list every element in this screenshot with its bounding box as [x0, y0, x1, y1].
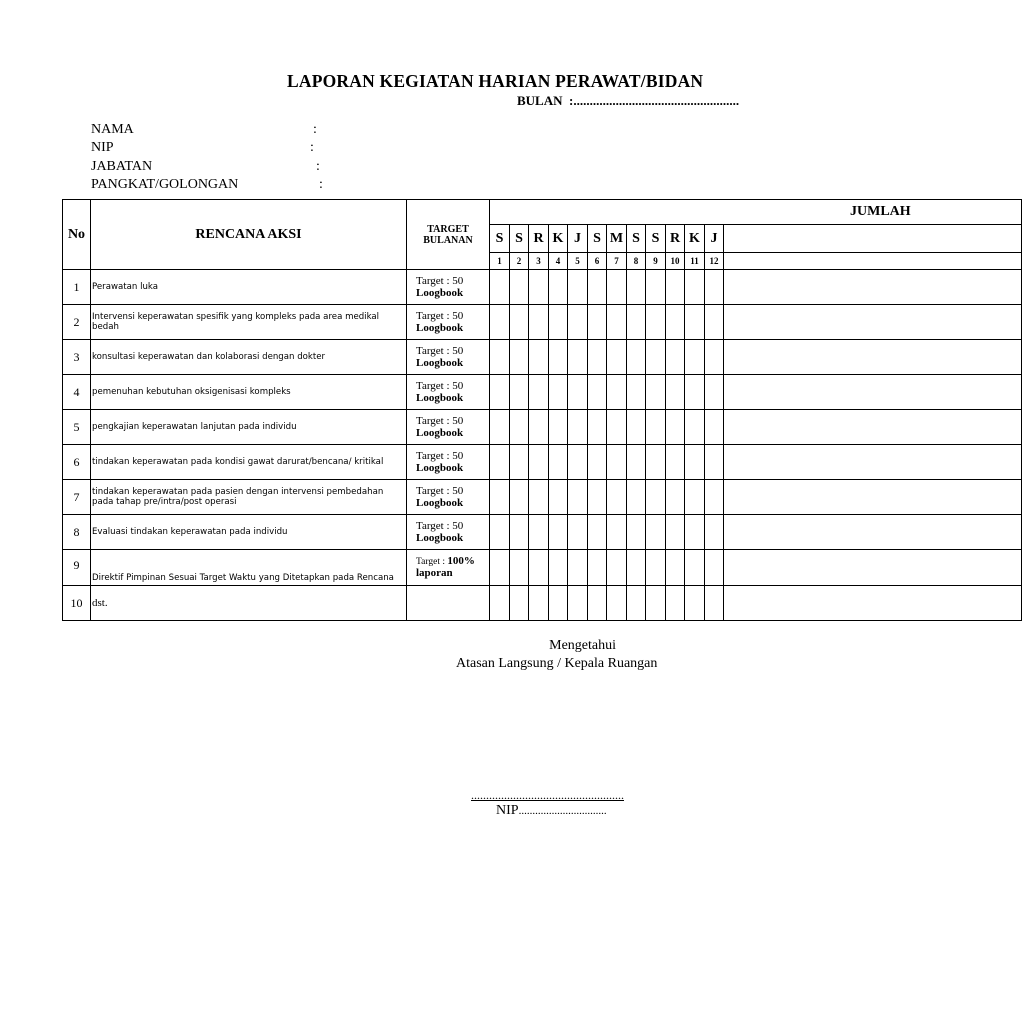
day-cell-overflow: [724, 270, 1022, 305]
row-target-unit: Loogbook: [416, 322, 464, 334]
row-number: 2: [63, 305, 91, 340]
row-target-unit: Loogbook: [416, 497, 464, 509]
day-cell: [529, 270, 549, 305]
info-label-pangkat: PANGKAT/GOLONGAN: [91, 177, 239, 192]
day-cell-overflow: [724, 375, 1022, 410]
day-letter-9: S: [646, 225, 666, 253]
row-number: 1: [63, 270, 91, 305]
day-cell: [568, 480, 588, 515]
day-cell-overflow: [724, 445, 1022, 480]
row-number: 7: [63, 480, 91, 515]
day-cell: [627, 375, 646, 410]
day-cell: [588, 340, 607, 375]
day-cell: [588, 550, 607, 586]
day-cell: [646, 305, 666, 340]
row-target-unit: laporan: [416, 566, 453, 579]
day-cell: [646, 586, 666, 621]
day-cell: [568, 445, 588, 480]
day-cell: [588, 445, 607, 480]
day-cell: [568, 375, 588, 410]
day-cell: [490, 480, 510, 515]
row-target: [407, 340, 490, 375]
day-cell: [549, 515, 568, 550]
day-cell-overflow: [724, 305, 1022, 340]
row-target: [407, 375, 490, 410]
day-cell: [568, 515, 588, 550]
day-cell: [549, 550, 568, 586]
day-number-1: 1: [490, 253, 510, 270]
row-rencana-aksi: Perawatan luka: [91, 270, 407, 305]
day-cell: [529, 340, 549, 375]
row-target-text: Target :: [416, 556, 448, 567]
day-cell: [588, 586, 607, 621]
table-row: [63, 515, 1022, 550]
day-cell: [510, 410, 529, 445]
day-cell: [568, 305, 588, 340]
day-cell: [510, 515, 529, 550]
row-target-text: Target : 50: [416, 345, 464, 357]
header-jumlah: JUMLAH: [490, 200, 1022, 225]
info-label-nip: NIP: [91, 140, 114, 155]
row-target-text: Target : 50: [416, 275, 464, 287]
day-cell-overflow: [724, 253, 1022, 270]
day-cell: [549, 305, 568, 340]
day-cell: [646, 445, 666, 480]
day-cell: [549, 340, 568, 375]
day-letter-7: M: [607, 225, 627, 253]
day-cell-overflow: [724, 515, 1022, 550]
bulan-label: BULAN: [517, 93, 563, 108]
day-cell: [685, 550, 705, 586]
day-cell: [588, 305, 607, 340]
day-cell: [607, 445, 627, 480]
row-target-text: Target : 50: [416, 310, 464, 322]
row-target-unit: Loogbook: [416, 427, 464, 439]
day-cell: [490, 515, 510, 550]
day-letter-10: R: [666, 225, 685, 253]
day-letter-6: S: [588, 225, 607, 253]
info-colon-nip: :: [310, 140, 314, 155]
day-cell: [666, 480, 685, 515]
header-target-line2: BULANAN: [423, 234, 473, 246]
row-target: [407, 586, 490, 621]
day-cell: [705, 270, 724, 305]
day-cell: [607, 480, 627, 515]
row-rencana-aksi: tindakan keperawatan pada pasien dengan intervensi pembedahan pada tahap pre/intra/post operasi: [91, 480, 407, 515]
signature-nip: [496, 803, 607, 819]
day-cell: [510, 445, 529, 480]
day-cell: [705, 550, 724, 586]
day-cell: [549, 410, 568, 445]
table-row: [63, 480, 1022, 515]
table-row: [63, 340, 1022, 375]
report-title: LAPORAN KEGIATAN HARIAN PERAWAT/BIDAN: [287, 71, 704, 91]
info-colon-pangkat: :: [319, 177, 323, 192]
day-cell: [490, 445, 510, 480]
day-letter-2: S: [510, 225, 529, 253]
day-cell-overflow: [724, 586, 1022, 621]
row-target-text: Target : 50: [416, 520, 464, 532]
day-cell: [549, 480, 568, 515]
day-cell: [529, 375, 549, 410]
day-cell: [685, 515, 705, 550]
day-cell: [627, 305, 646, 340]
day-cell: [685, 586, 705, 621]
day-cell: [510, 586, 529, 621]
row-target: [407, 550, 490, 586]
day-cell: [685, 375, 705, 410]
day-cell: [529, 515, 549, 550]
row-target: [407, 515, 490, 550]
day-cell: [510, 480, 529, 515]
atasan-label: Atasan Langsung / Kepala Ruangan: [456, 656, 658, 671]
table-row: [63, 586, 1022, 621]
row-target-unit: Loogbook: [416, 462, 464, 474]
row-target-text: Target : 50: [416, 380, 464, 392]
info-colon-jabatan: :: [316, 159, 320, 174]
row-number: 5: [63, 410, 91, 445]
day-cell: [666, 586, 685, 621]
day-cell: [549, 375, 568, 410]
table-row: [63, 550, 1022, 586]
row-number: 3: [63, 340, 91, 375]
day-cell: [549, 445, 568, 480]
day-cell: [529, 586, 549, 621]
header-no: No: [63, 200, 91, 270]
day-cell: [529, 480, 549, 515]
day-cell-overflow: [724, 340, 1022, 375]
day-cell: [510, 550, 529, 586]
row-number: 9: [63, 550, 91, 586]
day-cell: [568, 410, 588, 445]
day-cell: [705, 515, 724, 550]
day-cell: [627, 410, 646, 445]
row-target-unit: Loogbook: [416, 357, 464, 369]
day-cell: [607, 550, 627, 586]
day-letter-12: J: [705, 225, 724, 253]
day-cell: [607, 410, 627, 445]
row-target-unit: Loogbook: [416, 532, 464, 544]
day-cell: [627, 515, 646, 550]
day-cell: [627, 586, 646, 621]
day-cell: [607, 340, 627, 375]
day-cell: [607, 270, 627, 305]
day-cell: [666, 305, 685, 340]
day-cell: [666, 550, 685, 586]
row-number: 4: [63, 375, 91, 410]
day-cell: [705, 305, 724, 340]
row-target-text: Target : 50: [416, 450, 464, 462]
day-cell: [666, 375, 685, 410]
day-cell: [607, 515, 627, 550]
day-number-3: 3: [529, 253, 549, 270]
day-cell: [529, 305, 549, 340]
day-cell-overflow: [724, 550, 1022, 586]
header-target-line1: TARGET: [427, 223, 469, 235]
day-cell: [646, 515, 666, 550]
info-label-nama: NAMA: [91, 122, 134, 137]
day-cell: [646, 480, 666, 515]
day-cell: [490, 375, 510, 410]
day-letter-4: K: [549, 225, 568, 253]
signature-nip-dots: ................................: [518, 805, 607, 817]
day-cell: [646, 410, 666, 445]
day-cell: [705, 586, 724, 621]
day-cell: [627, 550, 646, 586]
day-cell: [666, 445, 685, 480]
day-cell: [588, 480, 607, 515]
day-cell: [510, 340, 529, 375]
row-number: 10: [63, 586, 91, 621]
day-letter-1: S: [490, 225, 510, 253]
day-cell-overflow: [724, 480, 1022, 515]
day-cell: [627, 445, 646, 480]
day-cell: [685, 270, 705, 305]
row-target-unit: Loogbook: [416, 392, 464, 404]
day-cell: [510, 375, 529, 410]
day-letter-3: R: [529, 225, 549, 253]
day-number-6: 6: [588, 253, 607, 270]
day-cell: [529, 410, 549, 445]
table-row: [63, 375, 1022, 410]
day-cell: [666, 515, 685, 550]
row-target-text: Target : 50: [416, 415, 464, 427]
table-row: [63, 410, 1022, 445]
day-number-12: 12: [705, 253, 724, 270]
day-cell: [666, 270, 685, 305]
row-number: 8: [63, 515, 91, 550]
day-cell: [627, 340, 646, 375]
day-cell: [588, 270, 607, 305]
day-letter-8: S: [627, 225, 646, 253]
day-letter-5: J: [568, 225, 588, 253]
row-rencana-aksi: dst.: [91, 586, 407, 621]
day-cell: [646, 270, 666, 305]
day-cell-overflow: [724, 410, 1022, 445]
day-cell: [588, 410, 607, 445]
day-number-7: 7: [607, 253, 627, 270]
row-target-percent: 100%: [447, 554, 475, 567]
row-target-text: Target : 50: [416, 485, 464, 497]
signature-nip-label: NIP: [496, 803, 519, 818]
day-cell: [568, 340, 588, 375]
day-number-4: 4: [549, 253, 568, 270]
table-row: [63, 270, 1022, 305]
day-cell: [588, 375, 607, 410]
signature-line: ...................................................: [471, 788, 624, 802]
info-label-jabatan: JABATAN: [91, 159, 153, 174]
day-cell: [490, 305, 510, 340]
info-colon-nama: :: [313, 122, 317, 137]
table-row: [63, 305, 1022, 340]
row-rencana-aksi: Direktif Pimpinan Sesuai Target Waktu yang Ditetapkan pada Rencana: [91, 550, 407, 586]
day-cell: [510, 305, 529, 340]
day-cell: [529, 445, 549, 480]
day-cell: [568, 270, 588, 305]
day-cell: [627, 270, 646, 305]
day-number-5: 5: [568, 253, 588, 270]
header-rencana-aksi: RENCANA AKSI: [91, 200, 407, 270]
day-cell: [490, 270, 510, 305]
row-target: [407, 305, 490, 340]
day-number-2: 2: [510, 253, 529, 270]
header-row-1: [63, 200, 1022, 225]
row-target: [407, 480, 490, 515]
day-cell: [627, 480, 646, 515]
day-cell: [568, 586, 588, 621]
day-cell: [568, 550, 588, 586]
day-cell: [490, 410, 510, 445]
day-cell: [490, 550, 510, 586]
activity-table: [62, 199, 1022, 621]
day-cell: [490, 340, 510, 375]
day-cell: [705, 340, 724, 375]
day-cell: [549, 586, 568, 621]
row-rencana-aksi: Evaluasi tindakan keperawatan pada individu: [91, 515, 407, 550]
day-cell: [646, 550, 666, 586]
day-cell: [529, 550, 549, 586]
day-cell: [685, 445, 705, 480]
row-number: 6: [63, 445, 91, 480]
day-number-9: 9: [646, 253, 666, 270]
bulan-value: :...................................................: [569, 93, 740, 108]
day-cell: [588, 515, 607, 550]
row-target-unit: Loogbook: [416, 287, 464, 299]
row-rencana-aksi: tindakan keperawatan pada kondisi gawat darurat/bencana/ kritikal: [91, 445, 407, 480]
header-target-bulanan: [407, 200, 490, 270]
day-cell: [705, 375, 724, 410]
day-cell: [607, 305, 627, 340]
day-number-10: 10: [666, 253, 685, 270]
day-cell-overflow: [724, 225, 1022, 253]
mengetahui-label: Mengetahui: [549, 638, 616, 653]
day-cell: [685, 410, 705, 445]
day-number-11: 11: [685, 253, 705, 270]
day-cell: [705, 410, 724, 445]
day-letter-11: K: [685, 225, 705, 253]
day-cell: [705, 480, 724, 515]
day-cell: [666, 340, 685, 375]
day-cell: [549, 270, 568, 305]
day-cell: [685, 305, 705, 340]
row-target: [407, 445, 490, 480]
row-target: [407, 410, 490, 445]
day-cell: [490, 586, 510, 621]
day-number-8: 8: [627, 253, 646, 270]
row-rencana-aksi: konsultasi keperawatan dan kolaborasi dengan dokter: [91, 340, 407, 375]
day-cell: [646, 375, 666, 410]
day-cell: [685, 480, 705, 515]
row-rencana-aksi: Intervensi keperawatan spesifik yang kompleks pada area medikal bedah: [91, 305, 407, 340]
day-cell: [510, 270, 529, 305]
row-target: [407, 270, 490, 305]
day-cell: [646, 340, 666, 375]
row-rencana-aksi: pemenuhan kebutuhan oksigenisasi kompleks: [91, 375, 407, 410]
day-cell: [705, 445, 724, 480]
row-rencana-aksi: pengkajian keperawatan lanjutan pada individu: [91, 410, 407, 445]
bulan-field: [517, 93, 739, 109]
day-cell: [607, 375, 627, 410]
day-cell: [685, 340, 705, 375]
day-cell: [607, 586, 627, 621]
table-row: [63, 445, 1022, 480]
day-cell: [666, 410, 685, 445]
